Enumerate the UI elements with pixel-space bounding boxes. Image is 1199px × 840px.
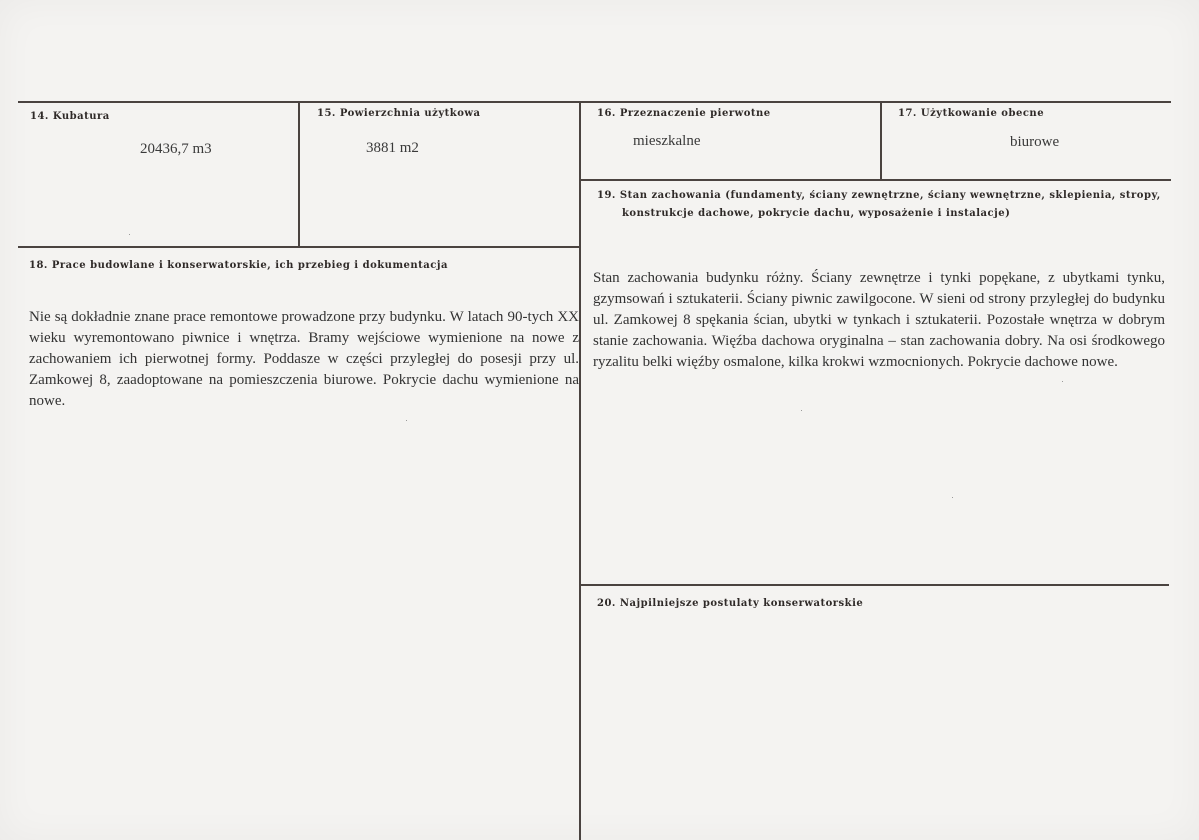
- rule-below-14-15: [18, 246, 581, 248]
- przeznaczenie-value: mieszkalne: [633, 133, 701, 149]
- divider-16-17: [880, 101, 882, 179]
- przeznaczenie-label: 16. Przeznaczenie pierwotne: [597, 108, 771, 119]
- stan-text: Stan zachowania budynku różny. Ściany zewnętrze i tynki popękane, z ubytkami tynku, gzymsowań i sztukaterii. Ściany piwnic zawilgocone. W sieni od strony przyległej do budynku ul. Zamkowej 8 spękania ścian, ubytki w tynkach i sztukaterii. Pozostałe wnętrza w dobrym stanie zachowania. Więźba dachowa oryginalna – stan zachowania dobry. Na osi środkowego ryzalitu belki więźby osmalone, kilka krokwi wzmocnionych. Pokrycie dachowe nowe.: [593, 270, 1165, 370]
- postulaty-label: 20. Najpilniejsze postulaty konserwatorskie: [597, 598, 864, 609]
- powierzchnia-value: 3881 m2: [366, 140, 419, 156]
- uzytkowanie-label: 17. Użytkowanie obecne: [898, 108, 1045, 119]
- center-divider: [579, 101, 581, 840]
- top-rule: [18, 101, 1171, 103]
- paper-speck: [406, 420, 407, 421]
- prace-label: 18. Prace budowlane i konserwatorskie, ich przebieg i dokumentacja: [29, 260, 448, 271]
- paper-speck: [1062, 381, 1063, 382]
- powierzchnia-label: 15. Powierzchnia użytkowa: [317, 108, 481, 119]
- stan-label-line1: 19. Stan zachowania (fundamenty, ściany zewnętrzne, ściany wewnętrzne, sklepienia, stropy,: [597, 190, 1161, 201]
- divider-14-15: [298, 101, 300, 247]
- rule-below-19: [581, 584, 1169, 586]
- uzytkowanie-value: biurowe: [1010, 134, 1060, 150]
- prace-text: Nie są dokładnie znane prace remontowe prowadzone przy budynku. W latach 90-tych XX wieku wyremontowano piwnice i wnętrza. Bramy wejściowe wymienione na nowe z zachowaniem ich pierwotnej formy. Poddasze w części przyległej do posesji przy ul. Zamkowej 8, zaadoptowane na pomieszczenia biurowe. Pokrycie dachu wymienione na nowe.: [29, 309, 579, 409]
- stan-label-line2: konstrukcje dachowe, pokrycie dachu, wyposażenie i instalacje): [622, 208, 1011, 219]
- paper-speck: [952, 497, 953, 498]
- paper-speck: [129, 234, 130, 235]
- kubatura-label: 14. Kubatura: [30, 111, 110, 122]
- rule-below-16-17: [581, 179, 1171, 181]
- kubatura-value: 20436,7 m3: [140, 141, 212, 157]
- paper-speck: [801, 410, 802, 411]
